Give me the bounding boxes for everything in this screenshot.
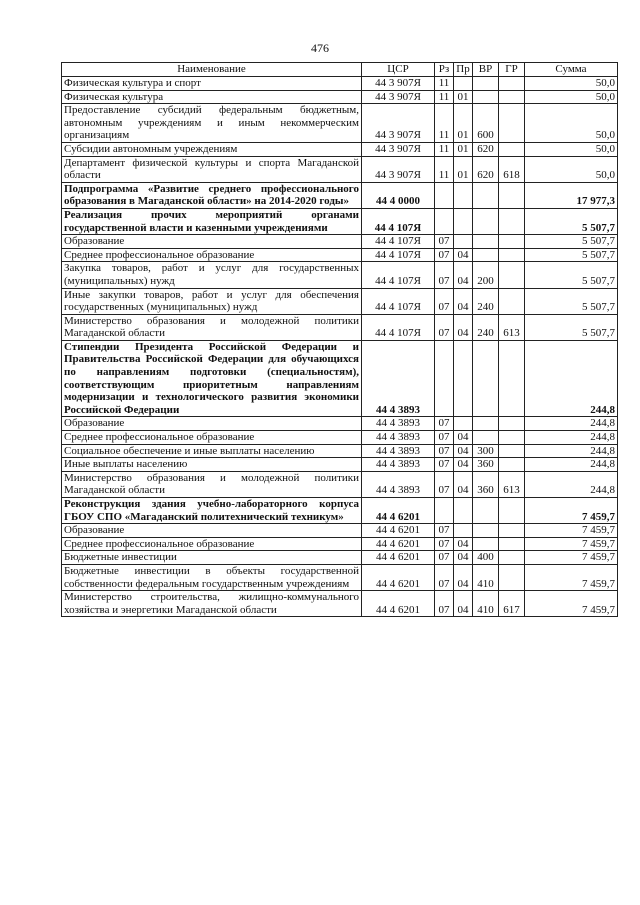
- cell-csr: 44 4 3893: [362, 417, 435, 431]
- cell-sum: 244,8: [525, 431, 618, 445]
- cell-gr: 618: [499, 156, 525, 182]
- cell-gr: [499, 340, 525, 417]
- table-row: [62, 444, 618, 458]
- cell-csr: 44 4 3893: [362, 458, 435, 472]
- cell-sum: 5 507,7: [525, 288, 618, 314]
- cell-csr: 44 4 3893: [362, 444, 435, 458]
- cell-vr: [473, 431, 499, 445]
- cell-pr: [454, 524, 473, 538]
- cell-vr: [473, 524, 499, 538]
- cell-sum: 7 459,7: [525, 591, 618, 617]
- cell-vr: [473, 235, 499, 249]
- cell-gr: [499, 551, 525, 565]
- cell-gr: [499, 564, 525, 590]
- cell-gr: [499, 458, 525, 472]
- cell-name: Иные закупки товаров, работ и услуг для обеспечения государственных (муниципальных) нужд: [62, 288, 362, 314]
- cell-name: Физическая культура и спорт: [62, 77, 362, 91]
- cell-name: Иные выплаты населению: [62, 458, 362, 472]
- cell-sum: 50,0: [525, 104, 618, 143]
- cell-pr: [454, 182, 473, 208]
- cell-vr: 200: [473, 262, 499, 288]
- cell-vr: [473, 182, 499, 208]
- cell-gr: [499, 417, 525, 431]
- cell-name: Образование: [62, 417, 362, 431]
- cell-name: Субсидии автономным учреждениям: [62, 142, 362, 156]
- cell-gr: [499, 208, 525, 234]
- cell-rz: 07: [435, 524, 454, 538]
- cell-rz: 07: [435, 564, 454, 590]
- cell-sum: 244,8: [525, 458, 618, 472]
- table-row: [62, 208, 618, 234]
- cell-pr: [454, 208, 473, 234]
- cell-pr: 04: [454, 444, 473, 458]
- col-header-pr: Пр: [454, 63, 473, 77]
- cell-vr: [473, 77, 499, 91]
- table-row: [62, 288, 618, 314]
- cell-name: Министерство образования и молодежной политики Магаданской области: [62, 314, 362, 340]
- table-row: [62, 182, 618, 208]
- cell-name: Среднее профессиональное образование: [62, 537, 362, 551]
- cell-name: Министерство образования и молодежной политики Магаданской области: [62, 471, 362, 497]
- cell-csr: 44 4 3893: [362, 471, 435, 497]
- cell-pr: 04: [454, 471, 473, 497]
- cell-gr: 613: [499, 471, 525, 497]
- table-row: [62, 564, 618, 590]
- table-row: [62, 235, 618, 249]
- cell-sum: 17 977,3: [525, 182, 618, 208]
- table-row: [62, 90, 618, 104]
- cell-gr: [499, 235, 525, 249]
- cell-sum: 50,0: [525, 77, 618, 91]
- col-header-name: Наименование: [62, 63, 362, 77]
- cell-pr: 04: [454, 262, 473, 288]
- cell-vr: [473, 248, 499, 262]
- cell-rz: 07: [435, 458, 454, 472]
- cell-pr: [454, 340, 473, 417]
- cell-gr: [499, 288, 525, 314]
- cell-sum: 50,0: [525, 142, 618, 156]
- table-row: [62, 262, 618, 288]
- col-header-rz: Рз: [435, 63, 454, 77]
- cell-rz: [435, 182, 454, 208]
- cell-name: Реконструкция здания учебно-лабораторного корпуса ГБОУ СПО «Магаданский политехнический техникум»: [62, 498, 362, 524]
- cell-rz: 11: [435, 90, 454, 104]
- cell-name: Министерство строительства, жилищно-коммунального хозяйства и энергетики Магаданской области: [62, 591, 362, 617]
- table-body: [62, 77, 618, 617]
- cell-rz: 07: [435, 314, 454, 340]
- table-row: [62, 471, 618, 497]
- cell-rz: 07: [435, 262, 454, 288]
- cell-name: Предоставление субсидий федеральным бюджетным, автономным учреждениям и иным некоммерческим организациям: [62, 104, 362, 143]
- cell-rz: 07: [435, 537, 454, 551]
- cell-sum: 244,8: [525, 340, 618, 417]
- cell-csr: 44 4 107Я: [362, 262, 435, 288]
- table-row: [62, 537, 618, 551]
- cell-name: Социальное обеспечение и иные выплаты населению: [62, 444, 362, 458]
- cell-rz: [435, 498, 454, 524]
- table-row: [62, 142, 618, 156]
- cell-pr: 04: [454, 591, 473, 617]
- cell-csr: 44 4 6201: [362, 591, 435, 617]
- table-row: [62, 340, 618, 417]
- table-row: [62, 458, 618, 472]
- cell-name: Физическая культура: [62, 90, 362, 104]
- cell-csr: 44 3 907Я: [362, 156, 435, 182]
- cell-pr: 01: [454, 142, 473, 156]
- cell-csr: 44 4 6201: [362, 564, 435, 590]
- cell-name: Закупка товаров, работ и услуг для государственных (муниципальных) нужд: [62, 262, 362, 288]
- table-row: [62, 591, 618, 617]
- cell-gr: [499, 262, 525, 288]
- cell-csr: 44 4 3893: [362, 340, 435, 417]
- cell-gr: [499, 498, 525, 524]
- cell-gr: [499, 90, 525, 104]
- cell-sum: 7 459,7: [525, 498, 618, 524]
- cell-rz: 11: [435, 142, 454, 156]
- cell-pr: 04: [454, 551, 473, 565]
- cell-rz: 07: [435, 417, 454, 431]
- cell-sum: 7 459,7: [525, 551, 618, 565]
- cell-pr: 04: [454, 248, 473, 262]
- cell-pr: [454, 235, 473, 249]
- cell-name: Среднее профессиональное образование: [62, 248, 362, 262]
- cell-vr: 620: [473, 142, 499, 156]
- col-header-gr: ГР: [499, 63, 525, 77]
- table-row: [62, 156, 618, 182]
- cell-sum: 244,8: [525, 471, 618, 497]
- table-row: [62, 417, 618, 431]
- cell-sum: 5 507,7: [525, 262, 618, 288]
- cell-vr: 410: [473, 591, 499, 617]
- cell-rz: 07: [435, 444, 454, 458]
- cell-csr: 44 3 907Я: [362, 104, 435, 143]
- table-row: [62, 431, 618, 445]
- cell-gr: [499, 182, 525, 208]
- table-row: [62, 248, 618, 262]
- cell-vr: 360: [473, 458, 499, 472]
- cell-sum: 5 507,7: [525, 248, 618, 262]
- budget-table: [61, 62, 618, 617]
- cell-gr: [499, 537, 525, 551]
- cell-vr: [473, 90, 499, 104]
- cell-csr: 44 4 107Я: [362, 208, 435, 234]
- cell-name: Стипендии Президента Российской Федерации и Правительства Российской Федерации для обучающихся по направлениям подготовки (специальностям), соответствующим приоритетным направлениям модернизации и технологического развития экономики Российской Федерации: [62, 340, 362, 417]
- cell-csr: 44 4 107Я: [362, 235, 435, 249]
- cell-csr: 44 4 107Я: [362, 248, 435, 262]
- cell-sum: 7 459,7: [525, 537, 618, 551]
- cell-name: Бюджетные инвестиции в объекты государственной собственности федеральным государственным учреждениям: [62, 564, 362, 590]
- table-row: [62, 498, 618, 524]
- cell-rz: 07: [435, 591, 454, 617]
- cell-pr: 01: [454, 156, 473, 182]
- cell-pr: [454, 498, 473, 524]
- table-row: [62, 314, 618, 340]
- cell-rz: 07: [435, 551, 454, 565]
- cell-csr: 44 4 6201: [362, 524, 435, 538]
- cell-pr: 04: [454, 288, 473, 314]
- cell-sum: 244,8: [525, 417, 618, 431]
- cell-gr: [499, 104, 525, 143]
- cell-sum: 5 507,7: [525, 314, 618, 340]
- cell-gr: [499, 444, 525, 458]
- table-row: [62, 104, 618, 143]
- cell-rz: 07: [435, 471, 454, 497]
- cell-csr: 44 4 6201: [362, 551, 435, 565]
- cell-vr: [473, 498, 499, 524]
- cell-vr: 300: [473, 444, 499, 458]
- cell-csr: 44 3 907Я: [362, 142, 435, 156]
- cell-name: Департамент физической культуры и спорта Магаданской области: [62, 156, 362, 182]
- cell-pr: [454, 417, 473, 431]
- cell-sum: 244,8: [525, 444, 618, 458]
- cell-rz: [435, 208, 454, 234]
- cell-name: Подпрограмма «Развитие среднего профессионального образования в Магаданской области» на 2014-2020 годы»: [62, 182, 362, 208]
- cell-rz: 07: [435, 248, 454, 262]
- cell-rz: [435, 340, 454, 417]
- table-header-row: [62, 63, 618, 77]
- cell-sum: 50,0: [525, 90, 618, 104]
- cell-pr: 01: [454, 104, 473, 143]
- col-header-vr: ВР: [473, 63, 499, 77]
- cell-vr: 410: [473, 564, 499, 590]
- cell-pr: [454, 77, 473, 91]
- col-header-sum: Сумма: [525, 63, 618, 77]
- cell-name: Образование: [62, 235, 362, 249]
- cell-csr: 44 4 3893: [362, 431, 435, 445]
- cell-gr: [499, 524, 525, 538]
- cell-gr: [499, 142, 525, 156]
- cell-vr: [473, 208, 499, 234]
- cell-csr: 44 4 107Я: [362, 288, 435, 314]
- cell-csr: 44 3 907Я: [362, 77, 435, 91]
- cell-name: Реализация прочих мероприятий органами государственной власти и казенными учреждениями: [62, 208, 362, 234]
- cell-pr: 01: [454, 90, 473, 104]
- page-number: 476: [311, 41, 329, 55]
- cell-name: Образование: [62, 524, 362, 538]
- cell-sum: 5 507,7: [525, 208, 618, 234]
- cell-vr: 620: [473, 156, 499, 182]
- cell-rz: 11: [435, 156, 454, 182]
- cell-pr: 04: [454, 431, 473, 445]
- cell-csr: 44 4 6201: [362, 537, 435, 551]
- cell-pr: 04: [454, 564, 473, 590]
- cell-rz: 07: [435, 431, 454, 445]
- cell-pr: 04: [454, 537, 473, 551]
- cell-pr: 04: [454, 458, 473, 472]
- cell-vr: 240: [473, 288, 499, 314]
- cell-vr: [473, 340, 499, 417]
- cell-name: Бюджетные инвестиции: [62, 551, 362, 565]
- cell-gr: 613: [499, 314, 525, 340]
- cell-csr: 44 4 6201: [362, 498, 435, 524]
- cell-csr: 44 3 907Я: [362, 90, 435, 104]
- table-row: [62, 551, 618, 565]
- cell-rz: 11: [435, 104, 454, 143]
- table-row: [62, 524, 618, 538]
- col-header-csr: ЦСР: [362, 63, 435, 77]
- cell-rz: 07: [435, 235, 454, 249]
- cell-vr: 360: [473, 471, 499, 497]
- cell-csr: 44 4 0000: [362, 182, 435, 208]
- cell-pr: 04: [454, 314, 473, 340]
- cell-rz: 07: [435, 288, 454, 314]
- cell-csr: 44 4 107Я: [362, 314, 435, 340]
- cell-gr: [499, 431, 525, 445]
- cell-vr: [473, 417, 499, 431]
- cell-vr: 600: [473, 104, 499, 143]
- cell-sum: 7 459,7: [525, 524, 618, 538]
- cell-vr: [473, 537, 499, 551]
- cell-gr: [499, 77, 525, 91]
- cell-vr: 240: [473, 314, 499, 340]
- table-row: [62, 77, 618, 91]
- cell-sum: 7 459,7: [525, 564, 618, 590]
- cell-sum: 50,0: [525, 156, 618, 182]
- cell-gr: 617: [499, 591, 525, 617]
- cell-gr: [499, 248, 525, 262]
- cell-vr: 400: [473, 551, 499, 565]
- cell-sum: 5 507,7: [525, 235, 618, 249]
- cell-rz: 11: [435, 77, 454, 91]
- cell-name: Среднее профессиональное образование: [62, 431, 362, 445]
